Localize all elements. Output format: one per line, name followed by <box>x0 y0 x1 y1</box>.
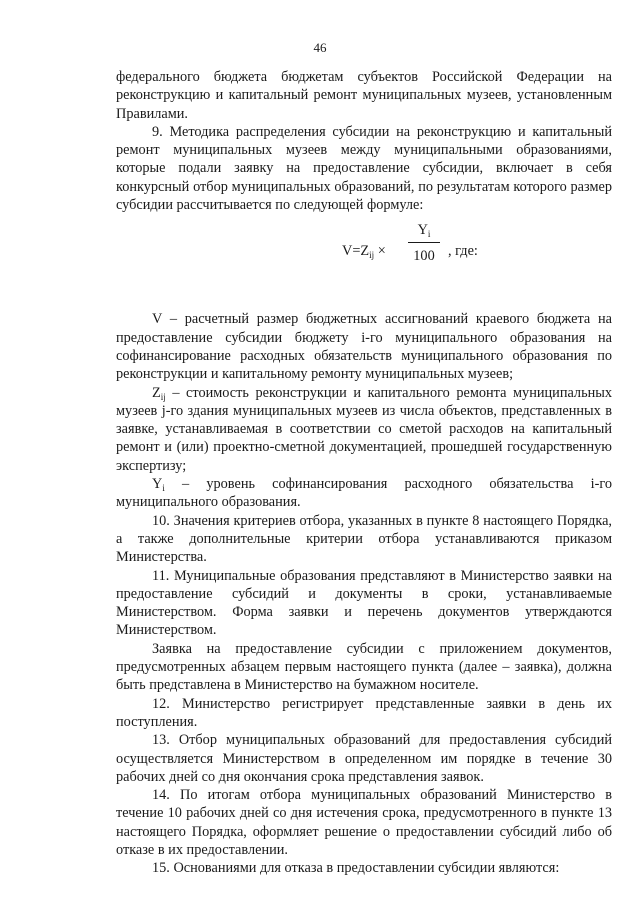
paragraph-11-application: Заявка на предоставление субсидии с приложением документов, предусмотренных абзацем первым настоящего пункта (далее – заявка), должна быть представлена в Министерство на бумажном носителе. <box>116 640 612 694</box>
paragraph-11: 11. Муниципальные образования представляют в Министерство заявки на предоставление субсидий и документы в сроки, устанавливаемые Министерством. Форма заявки и перечень документов утверждаются Министерством. <box>116 567 612 639</box>
paragraph-9: 9. Методика распределения субсидии на реконструкцию и капитальный ремонт муниципальных музеев между муниципальными образованиями, которые подали заявку на предоставление субсидии, включает в себя конкурсный отбор муниципальных образований, по результатам которого размер субсидии рассчитывается по следующей формуле: <box>116 123 612 214</box>
formula-fraction <box>406 218 442 269</box>
paragraph-10: 10. Значения критериев отбора, указанных в пункте 8 настоящего Порядка, а также дополнительные критерии отбора устанавливаются приказом Министерства. <box>116 512 612 566</box>
page-number: 46 <box>313 40 327 55</box>
paragraph-12: 12. Министерство регистрирует представленные заявки в день их поступления. <box>116 695 612 730</box>
paragraph-14: 14. По итогам отбора муниципальных образований Министерство в течение 10 рабочих дней со дня истечения срока, предусмотренного в пункте 13 настоящего Порядка, оформляет решение о предоставлении субсидий либо об отказе в их предоставлении. <box>116 787 612 858</box>
formula-denominator: 100 <box>413 248 435 265</box>
definition-v: V – расчетный размер бюджетных ассигнований краевого бюджета на предоставление субсидии бюджету i-го муниципального образования на софинансирование расходных обязательств муниципального образования по реконструкции и капитальному ремонту муниципальных музеев; <box>116 311 612 383</box>
paragraph-continuation: федерального бюджета бюджетам субъектов Российской Федерации на реконструкцию и капитальный ремонт муниципальных музеев, установленным Правилами. <box>116 69 612 122</box>
subsidy-formula <box>116 218 612 288</box>
document-body <box>116 68 612 878</box>
formula-numerator: $Y_i$ <box>417 222 431 240</box>
paragraph-13: 13. Отбор муниципальных образований для предоставления субсидий осуществляется Министерством в определенном им порядке в течение 30 рабочих дней со дня окончания срока представления заявок. <box>116 732 612 785</box>
definition-z: $Z_{ij}$ – стоимость реконструкции и капитального ремонта муниципальных музеев j-го здания муниципальных музеев из числа объектов, представленных в заявке, устанавливаемая в соответствии со сметой расходов на капитальный ремонт и (или) проектно-сметной документацией, прошедшей государственную экспертизу; <box>116 384 612 474</box>
paragraph-15: 15. Основаниями для отказа в предоставлении субсидии являются: <box>152 860 560 877</box>
formula-lhs: $V=Z_{ij}$ × <box>342 243 386 261</box>
formula-suffix: , где: <box>448 243 478 260</box>
definition-y: $Y_i$ – уровень софинансирования расходного обязательства i-го муниципального образования. <box>116 476 612 511</box>
